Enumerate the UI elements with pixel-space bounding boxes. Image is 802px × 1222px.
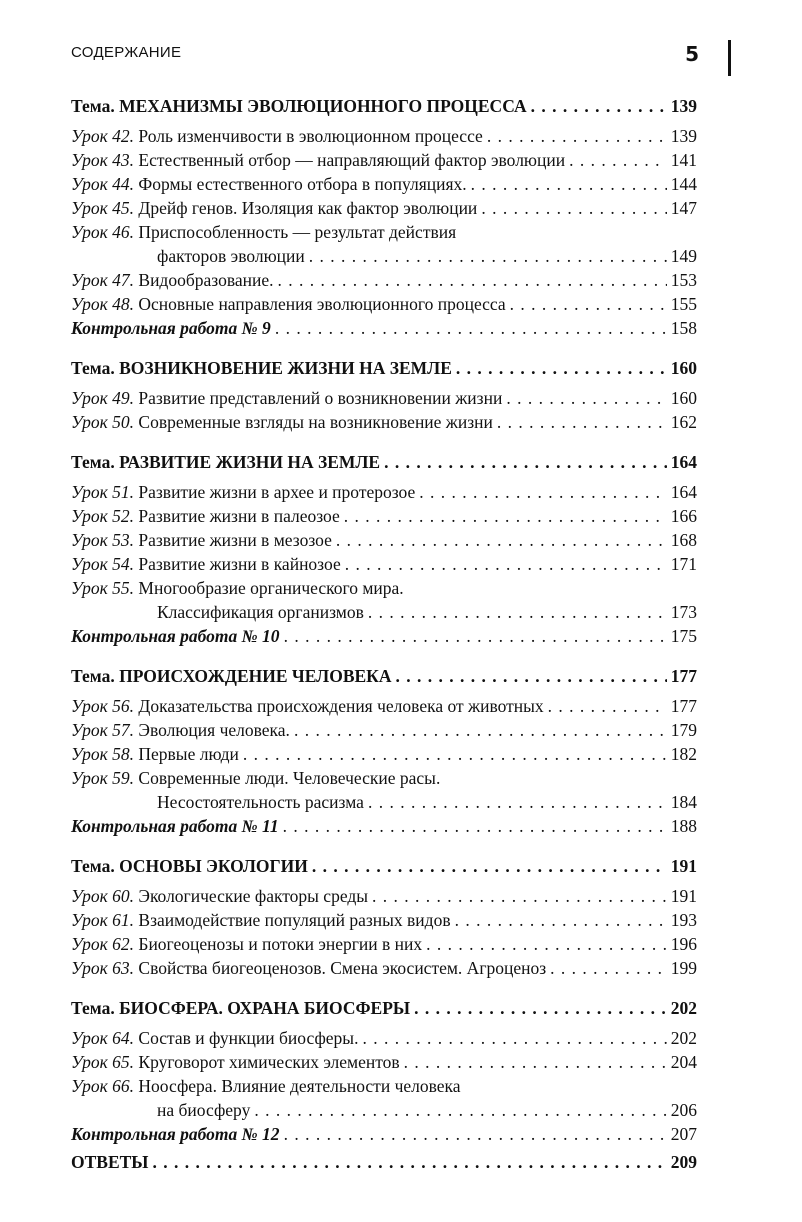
toc-entry[interactable] [71, 148, 697, 172]
lesson-title: Состав и функции биосферы. [138, 1028, 359, 1048]
lesson-label: Урок 50. [71, 412, 135, 432]
lesson-label: Урок 52. [71, 506, 135, 526]
topic-heading[interactable] [71, 356, 697, 380]
control-work-entry[interactable] [71, 814, 697, 838]
topic-title: ПРОИСХОЖДЕНИЕ ЧЕЛОВЕКА [119, 666, 392, 686]
topic-prefix: Тема. [71, 856, 115, 876]
toc-entry[interactable] [71, 956, 697, 980]
page-ref: 191 [670, 886, 697, 906]
dot-leader [531, 94, 667, 118]
control-work-label: Контрольная работа № 9 [71, 318, 271, 338]
lesson-title: Естественный отбор — направляющий фактор эволюции [138, 150, 566, 170]
lesson-title: Роль изменчивости в эволюционном процессе [138, 126, 483, 146]
toc-entry[interactable] [71, 504, 697, 528]
toc-entry-continuation[interactable] [71, 600, 697, 624]
lesson-title: Современные взгляды на возникновение жизни [138, 412, 493, 432]
answers-entry[interactable] [71, 1150, 697, 1174]
control-work-label: Контрольная работа № 10 [71, 626, 280, 646]
page-ref: 162 [670, 412, 697, 432]
lesson-title: Основные направления эволюционного процесса [138, 294, 506, 314]
page-ref: 184 [670, 792, 697, 812]
dot-leader [569, 148, 667, 172]
lesson-label: Урок 49. [71, 388, 135, 408]
topic-heading[interactable] [71, 996, 697, 1020]
page-ref: 168 [670, 530, 697, 550]
page-ref: 191 [670, 856, 697, 876]
lesson-title: Биогеоценозы и потоки энергии в них [138, 934, 423, 954]
toc-entry[interactable] [71, 1074, 697, 1098]
page-ref: 139 [670, 96, 697, 116]
lesson-title: Развитие жизни в архее и протерозое [138, 482, 416, 502]
dot-leader [278, 268, 667, 292]
dot-leader [506, 386, 666, 410]
topic-prefix: Тема. [71, 666, 115, 686]
toc-entry[interactable] [71, 932, 697, 956]
dot-leader [336, 528, 667, 552]
lesson-title-cont: Несостоятельность расизма [157, 792, 364, 812]
header-rule [728, 40, 731, 76]
lesson-title: Эволюция человека. [138, 720, 290, 740]
topic-heading[interactable] [71, 94, 697, 118]
page-ref: 204 [670, 1052, 697, 1072]
dot-leader [456, 356, 667, 380]
topic-heading[interactable] [71, 664, 697, 688]
dot-leader [275, 316, 667, 340]
dot-leader [294, 718, 667, 742]
page-ref: 164 [670, 452, 697, 472]
page-ref: 160 [670, 358, 697, 378]
dot-leader [419, 480, 666, 504]
page-number: 5 [685, 42, 699, 66]
toc-entry[interactable] [71, 1026, 697, 1050]
lesson-title-cont: Классификация организмов [157, 602, 364, 622]
toc-section [71, 854, 697, 980]
page-ref: 177 [670, 696, 697, 716]
toc-entry[interactable] [71, 268, 697, 292]
lesson-label: Урок 61. [71, 910, 135, 930]
toc-entry[interactable] [71, 480, 697, 504]
page-ref: 155 [670, 294, 697, 314]
page-ref: 179 [670, 720, 697, 740]
toc-entry-continuation[interactable] [71, 790, 697, 814]
toc-entry-continuation[interactable] [71, 1098, 697, 1122]
lesson-label: Урок 51. [71, 482, 135, 502]
page-ref: 196 [670, 934, 697, 954]
page-ref: 175 [670, 626, 697, 646]
page-ref: 144 [670, 174, 697, 194]
page-ref: 202 [670, 1028, 697, 1048]
page-ref: 173 [670, 602, 697, 622]
dot-leader [344, 504, 667, 528]
topic-heading[interactable] [71, 854, 697, 878]
lesson-label: Урок 44. [71, 174, 135, 194]
lesson-label: Урок 59. [71, 768, 135, 788]
lesson-title: Первые люди [138, 744, 239, 764]
lesson-title: Развитие жизни в палеозое [138, 506, 340, 526]
control-work-label: Контрольная работа № 11 [71, 816, 279, 836]
lesson-title: Развитие представлений о возникновении жизни [138, 388, 503, 408]
dot-leader [312, 854, 667, 878]
toc-entry[interactable] [71, 1050, 697, 1074]
toc-entry[interactable] [71, 528, 697, 552]
dot-leader [309, 244, 667, 268]
lesson-label: Урок 64. [71, 1028, 135, 1048]
page-ref: 193 [670, 910, 697, 930]
dot-leader [426, 932, 667, 956]
dot-leader [396, 664, 667, 688]
lesson-label: Урок 45. [71, 198, 135, 218]
dot-leader [487, 124, 667, 148]
toc-section [71, 664, 697, 838]
toc-entry[interactable] [71, 172, 697, 196]
control-work-entry[interactable] [71, 1122, 697, 1146]
page-ref: 141 [670, 150, 697, 170]
page-ref: 164 [670, 482, 697, 502]
page-ref: 209 [670, 1152, 697, 1172]
topic-title: БИОСФЕРА. ОХРАНА БИОСФЕРЫ [119, 998, 411, 1018]
dot-leader [548, 694, 667, 718]
toc-entry[interactable] [71, 576, 697, 600]
dot-leader [455, 908, 667, 932]
topic-prefix: Тема. [71, 452, 115, 472]
toc-entry[interactable] [71, 908, 697, 932]
lesson-title: Круговорот химических элементов [138, 1052, 400, 1072]
dot-leader [243, 742, 667, 766]
lesson-label: Урок 54. [71, 554, 135, 574]
lesson-title: Современные люди. Человеческие расы. [138, 768, 441, 788]
lesson-label: Урок 58. [71, 744, 135, 764]
toc-section [71, 94, 697, 340]
dot-leader [368, 790, 667, 814]
toc-entry[interactable] [71, 292, 697, 316]
dot-leader [481, 196, 666, 220]
topic-title: ВОЗНИКНОВЕНИЕ ЖИЗНИ НА ЗЕМЛЕ [119, 358, 452, 378]
toc-section [71, 996, 697, 1174]
control-work-entry[interactable] [71, 624, 697, 648]
topic-prefix: Тема. [71, 998, 115, 1018]
dot-leader [368, 600, 667, 624]
dot-leader [362, 1026, 666, 1050]
page-ref: 206 [670, 1100, 697, 1120]
page-ref: 147 [670, 198, 697, 218]
topic-title: МЕХАНИЗМЫ ЭВОЛЮЦИОННОГО ПРОЦЕССА [119, 96, 527, 116]
toc-entry[interactable] [71, 742, 697, 766]
lesson-title: Развитие жизни в кайнозое [138, 554, 341, 574]
lesson-label: Урок 60. [71, 886, 135, 906]
topic-prefix: Тема. [71, 358, 115, 378]
topic-heading[interactable] [71, 450, 697, 474]
lesson-title: Доказательства происхождения человека от животных [138, 696, 544, 716]
lesson-title-cont: факторов эволюции [157, 246, 305, 266]
dot-leader [510, 292, 667, 316]
toc-section [71, 450, 697, 648]
page-ref: 171 [670, 554, 697, 574]
dot-leader [284, 1122, 667, 1146]
lesson-label: Урок 42. [71, 126, 135, 146]
dot-leader [404, 1050, 667, 1074]
dot-leader [497, 410, 667, 434]
lesson-title: Ноосфера. Влияние деятельности человека [138, 1076, 461, 1096]
lesson-label: Урок 62. [71, 934, 135, 954]
lesson-title: Формы естественного отбора в популяциях. [138, 174, 467, 194]
topic-title: РАЗВИТИЕ ЖИЗНИ НА ЗЕМЛЕ [119, 452, 381, 472]
page-ref: 177 [670, 666, 697, 686]
table-of-contents [71, 94, 697, 1174]
dot-leader [284, 624, 667, 648]
toc-section [71, 356, 697, 434]
toc-entry-continuation[interactable] [71, 244, 697, 268]
page-ref: 182 [670, 744, 697, 764]
control-work-entry[interactable] [71, 316, 697, 340]
page-ref: 199 [670, 958, 697, 978]
page-ref: 139 [670, 126, 697, 146]
lesson-title: Взаимодействие популяций разных видов [138, 910, 451, 930]
topic-prefix: Тема. [71, 96, 115, 116]
toc-entry[interactable] [71, 196, 697, 220]
dot-leader [345, 552, 667, 576]
lesson-title: Многообразие органического мира. [138, 578, 404, 598]
page-ref: 202 [670, 998, 697, 1018]
lesson-label: Урок 66. [71, 1076, 135, 1096]
topic-title: ОСНОВЫ ЭКОЛОГИИ [119, 856, 308, 876]
toc-entry[interactable] [71, 718, 697, 742]
lesson-label: Урок 53. [71, 530, 135, 550]
toc-entry[interactable] [71, 884, 697, 908]
toc-entry[interactable] [71, 410, 697, 434]
page-ref: 158 [670, 318, 697, 338]
dot-leader [550, 956, 667, 980]
dot-leader [283, 814, 667, 838]
lesson-title: Видообразование. [138, 270, 274, 290]
toc-entry[interactable] [71, 124, 697, 148]
running-head: СОДЕРЖАНИЕ [71, 44, 182, 61]
lesson-label: Урок 56. [71, 696, 135, 716]
page-ref: 188 [670, 816, 697, 836]
dot-leader [254, 1098, 666, 1122]
dot-leader [153, 1150, 667, 1174]
lesson-title-cont: на биосферу [157, 1100, 251, 1120]
lesson-label: Урок 65. [71, 1052, 135, 1072]
lesson-title: Экологические факторы среды [138, 886, 369, 906]
answers-label: ОТВЕТЫ [71, 1152, 149, 1172]
lesson-label: Урок 43. [71, 150, 135, 170]
page-ref: 149 [670, 246, 697, 266]
toc-entry[interactable] [71, 220, 697, 244]
lesson-label: Урок 48. [71, 294, 135, 314]
lesson-title: Свойства биогеоценозов. Смена экосистем. Агроценоз [138, 958, 547, 978]
page-ref: 153 [670, 270, 697, 290]
lesson-title: Дрейф генов. Изоляция как фактор эволюции [138, 198, 478, 218]
page-ref: 160 [670, 388, 697, 408]
lesson-label: Урок 63. [71, 958, 135, 978]
lesson-label: Урок 55. [71, 578, 135, 598]
lesson-label: Урок 47. [71, 270, 135, 290]
dot-leader [384, 450, 667, 474]
toc-entry[interactable] [71, 694, 697, 718]
page-header [71, 40, 731, 80]
toc-entry[interactable] [71, 386, 697, 410]
page-ref: 207 [670, 1124, 697, 1144]
lesson-title: Развитие жизни в мезозое [138, 530, 332, 550]
toc-entry[interactable] [71, 766, 697, 790]
toc-entry[interactable] [71, 552, 697, 576]
lesson-label: Урок 46. [71, 222, 135, 242]
page-ref: 166 [670, 506, 697, 526]
dot-leader [372, 884, 667, 908]
lesson-label: Урок 57. [71, 720, 135, 740]
lesson-title: Приспособленность — результат действия [138, 222, 457, 242]
control-work-label: Контрольная работа № 12 [71, 1124, 280, 1144]
dot-leader [414, 996, 667, 1020]
dot-leader [471, 172, 667, 196]
